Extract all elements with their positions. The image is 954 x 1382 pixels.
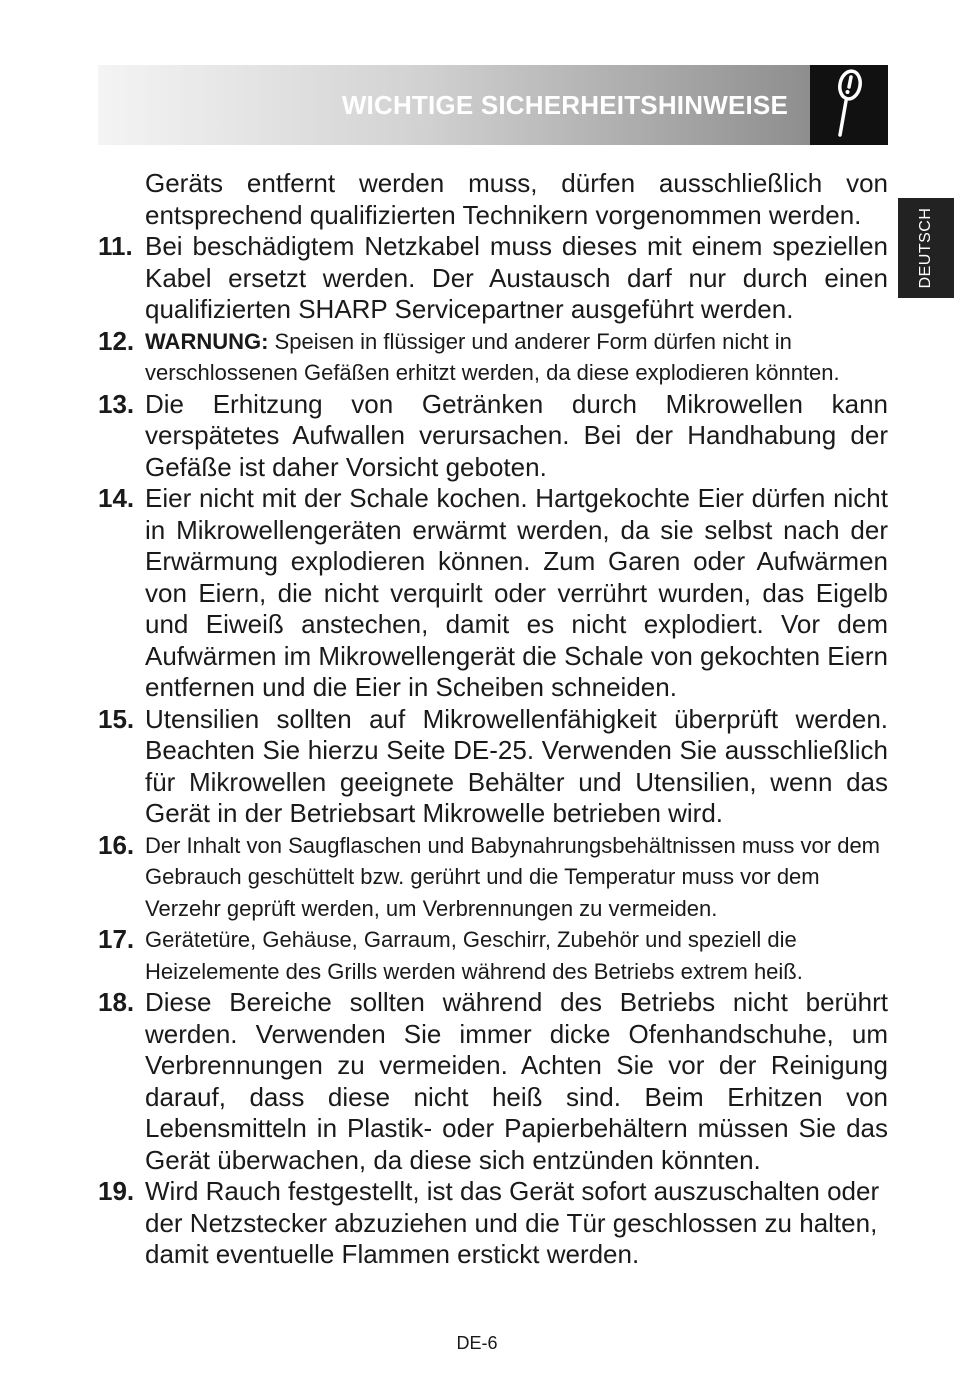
item-number: 16. [98, 829, 135, 860]
list-item [98, 924, 888, 987]
item-number: 19. [98, 1176, 135, 1206]
list-item [98, 231, 888, 326]
item-text: Gerätetüre, Gehäuse, Garraum, Geschirr, Zubehör und speziell die Heizelemente des Grills werden während des Betriebs extrem heiß. [145, 927, 803, 984]
item-text: Eier nicht mit der Schale kochen. Hartgekochte Eier dürfen nicht in Mikrowellengeräten erwärmt werden, da sie selbst nach der Erwärmung explodieren können. Zum Garen oder Aufwärmen von Eiern, die nicht verquirlt oder verrührt wurden, das Eigelb und Eiweiß anstechen, damit es nicht explodiert. Vor dem Aufwärmen im Mikrowellengerät die Schale von gekochten Eiern entfernen und die Eier in Scheiben schneiden. [145, 483, 888, 702]
item-number: 14. [98, 483, 135, 513]
language-tab-label: DEUTSCH [917, 207, 934, 289]
list-item [98, 389, 888, 484]
item-number: 17. [98, 924, 135, 954]
safety-instructions-list [98, 168, 888, 1271]
header-icon-box [810, 65, 888, 145]
section-header [98, 65, 810, 145]
item-text: Utensilien sollten auf Mikrowellenfähigkeit überprüft werden. Beachten Sie hierzu Seite DE-25. Verwenden Sie ausschließlich für Mikrowellen geeignete Behälter und Utensilien, wenn das Gerät in der Betriebsart Mikrowelle betrieben wird. [145, 703, 888, 828]
item-text: Wird Rauch festgestellt, ist das Gerät sofort auszuschalten oder der Netzstecker abzuziehen und die Tür geschlossen zu halten, damit eventuelle Flammen erstickt werden. [145, 1176, 880, 1269]
item-number: 15. [98, 703, 135, 734]
list-item [98, 483, 888, 704]
item-text-wrapper [145, 326, 888, 389]
item-number: 13. [98, 388, 135, 419]
language-tab [898, 198, 954, 298]
list-item [98, 704, 888, 830]
page-title: WICHTIGE SICHERHEITSHINWEISE [341, 90, 788, 120]
warning-exclamation-icon [810, 65, 888, 145]
item-number: 11. [98, 231, 133, 261]
warning-label: WARNUNG: [145, 328, 269, 354]
page-number: DE-6 [456, 1333, 498, 1353]
item-text: Speisen in flüssiger und anderer Form dürfen nicht in verschlossenen Gefäßen erhitzt werden, da diese explodieren könnten. [145, 328, 840, 385]
item-text: Diese Bereiche sollten während des Betriebs nicht berührt werden. Verwenden Sie immer dicke Ofenhandschuhe, um Verbrennungen zu vermeiden. Achten Sie vor der Reinigung darauf, dass diese nicht heiß sind. Beim Erhitzen von Lebensmitteln in Plastik- oder Papierbehältern müssen Sie das Gerät überwachen, da diese sich entzünden könnten. [145, 987, 888, 1175]
list-item [98, 1176, 888, 1271]
list-item [98, 830, 888, 925]
item-number: 18. [98, 987, 135, 1017]
item-number: 12. [98, 325, 135, 356]
continued-paragraph: Geräts entfernt werden muss, dürfen ausschließlich von entsprechend qualifizierten Technikern vorgenommen werden. [145, 168, 888, 230]
item-text: Bei beschädigtem Netzkabel muss dieses mit einem speziellen Kabel ersetzt werden. Der Austausch darf nur durch einen qualifizierten SHARP Servicepartner ausgeführt werden. [145, 231, 888, 324]
item-text: Die Erhitzung von Getränken durch Mikrowellen kann verspätetes Aufwallen verursachen. Bei der Handhabung der Gefäße ist daher Vorsicht geboten. [145, 388, 888, 482]
list-item [98, 326, 888, 389]
list-item [98, 987, 888, 1176]
item-text: Der Inhalt von Saugflaschen und Babynahrungsbehältnissen muss vor dem Gebrauch geschüttelt bzw. gerührt und die Temperatur muss vor dem Verzehr geprüft werden, um Verbrennungen zu vermeiden. [145, 832, 881, 921]
